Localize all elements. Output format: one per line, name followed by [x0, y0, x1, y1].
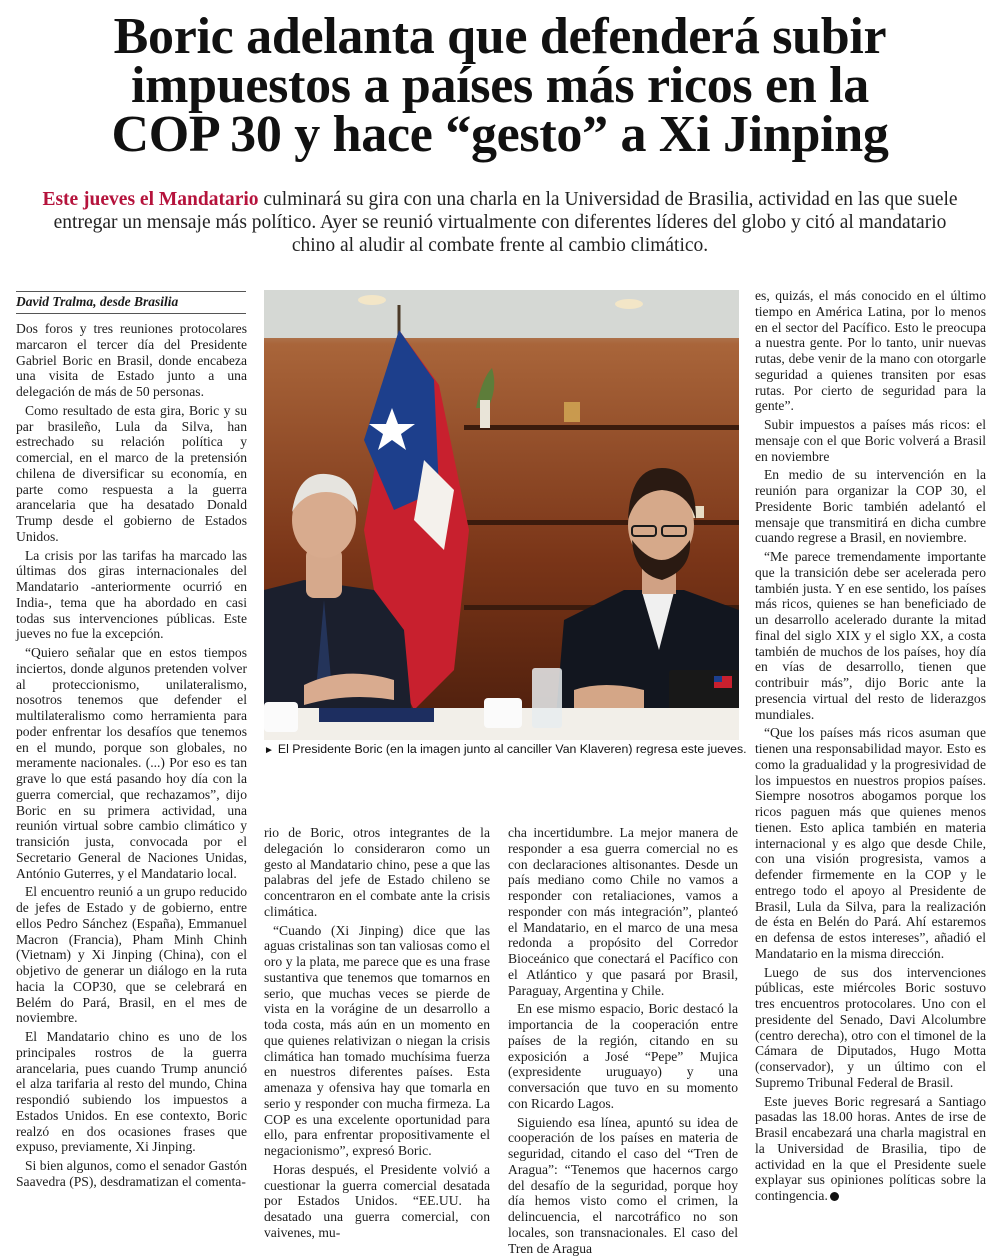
paragraph: En ese mismo espacio, Boric destacó la importancia de la cooperación entre países de la región, citando en su exposición a José “Pepe” Mujica (expresidente uruguayo) y una conversación que tuvo en su momento con Ricardo Lagos. — [508, 1001, 738, 1111]
paragraph: El encuentro reunió a un grupo reducido de jefes de Estado y de gobierno, entre ellos Pedro Sánchez (España), Emmanuel Macron (Francia), Pham Minh Chinh (Vietnam) y Xi Jinping (China), con el objetivo de generar un diálogo en la ruta hacia la COP30, que se celebrará en Belém do Pará, Brasil, en el mes de noviembre. — [16, 884, 247, 1026]
paragraph: Si bien algunos, como el senador Gastón Saavedra (PS), desdramatizan el comenta- — [16, 1158, 247, 1190]
lede — [40, 188, 960, 257]
article-column-4 — [755, 288, 986, 1161]
paragraph: Dos foros y tres reuniones protocolares marcaron el tercer día del Presidente Gabriel Boric en Brasil, donde encabeza una visita de Estado junto a una delegación de más de 50 personas. — [16, 321, 247, 400]
paragraph: Horas después, el Presidente volvió a cuestionar la guerra comercial desatada por Estados Unidos. “EE.UU. ha desatado una guerra comercial, con vaivenes, mu- — [264, 1162, 490, 1241]
paragraph-final-text: Este jueves Boric regresará a Santiago pasadas las 18.00 horas. Antes de irse de Brasil encabezará una charla magistral en la Universidad de Brasilia, tipo de actividad en la que el Presidente suele explayar sus opiniones políticas sobre la contingencia. — [755, 1094, 986, 1204]
end-mark-icon — [830, 1192, 839, 1201]
paragraph: La crisis por las tarifas ha marcado las últimas dos giras internacionales del Mandatario -anteriormente ocurrió en India-, tema que ha abordado en casi todas sus intervenciones públicas. Este jueves no fue la excepción. — [16, 548, 247, 643]
paragraph: Siguiendo esa línea, apuntó su idea de cooperación de los países en materia de seguridad, citando el caso del “Tren de Aragua”: “Tenemos que hacernos cargo del desafío de la seguridad, porque hoy día hemos visto como el crimen, la delincuencia, el narcotráfico no son locales, son transnacionales. El caso del Tren de Aragua — [508, 1115, 738, 1256]
caption-arrow-icon: ► — [264, 745, 274, 756]
headline-line-3: COP 30 y hace “gesto” a Xi Jinping — [30, 110, 970, 159]
headline-line-1: Boric adelanta que defenderá subir — [30, 12, 970, 61]
paragraph: Luego de sus dos intervenciones públicas, este miércoles Boric sostuvo tres encuentros protocolares. Uno con el presidente del Senado, Davi Alcolumbre (centro derecha), otro con el timonel de la Cámara de Diputados, Hugo Motta (conservador), y un último con el Supremo Tribunal Federal de Brasil. — [755, 965, 986, 1091]
article-column-1 — [16, 321, 247, 1161]
paragraph-final — [755, 1094, 986, 1204]
paragraph: Como resultado de esta gira, Boric y su par brasileño, Lula da Silva, han estrechado su relación política y comercial, en el marco de la pretensión chilena de diversificar su economía, en parte como respuesta a la guerra arancelaria que ha desatado Donald Trump desde el gobierno de Estados Unidos. — [16, 403, 247, 545]
paragraph: El Mandatario chino es uno de los principales rostros de la guerra arancelaria, pues cuando Trump anunció el alza tarifaria al resto del mundo, China respondió subiendo los impuestos a Estados Unidos. En ese contexto, Boric realzó en dos ocasiones frases que expuso, previamente, Xi Jinping. — [16, 1029, 247, 1155]
photo-boric-van-klaveren-icon — [264, 290, 739, 740]
article-column-3 — [508, 825, 738, 1161]
caption-text: El Presidente Boric (en la imagen junto al canciller Van Klaveren) regresa este jueves. — [278, 742, 747, 756]
paragraph: cha incertidumbre. La mejor manera de responder a esa guerra comercial no es con declaraciones altisonantes. Desde un país mediano como Chile no vamos a responder con retaliaciones, vamos a responder con más integración”, planteó el Mandatario, en el marco de una mesa redonda a propósito del Corredor Bioceánico que conectará el Pacífico con el Atlántico y que pasará por Brasil, Paraguay, Argentina y Chile. — [508, 825, 738, 998]
lede-kicker: Este jueves el Mandatario — [42, 189, 258, 210]
article-column-2 — [264, 825, 490, 1161]
paragraph: “Cuando (Xi Jinping) dice que las aguas cristalinas son tan valiosas como el oro y la plata, me parece que es una frase sustantiva que tenemos que tomarnos en serio, que muchas veces se pierde de vista en la vorágine de un desarrollo a toda costa, más aún en un momento en que quienes relativizan o niegan la crisis climática han tomado muchísima fuerza en nuestros diferentes países. Esta amenaza y ofensiva hay que tomarla en serio y responder con mucha firmeza. La COP es una excelente oportunidad para ello, para enfrentar propositivamente el negacionismo”, expresó Boric. — [264, 923, 490, 1159]
paragraph: es, quizás, el más conocido en el último tiempo en América Latina, por lo menos en el sector del Pacífico. Esto le preocupa a nuestra gente. Por lo tanto, unir nuevas rutas, debe venir de la mano con otorgarle seguridad a quienes transiten por esas rutas. Por cierto de seguridad para la gente”. — [755, 288, 986, 414]
photo-caption — [264, 742, 744, 758]
lede-text: culminará su gira con una charla en la Universidad de Brasilia, actividad en las que suele entregar un mensaje más político. Ayer se reunió virtualmente con diferentes líderes del globo y citó al mandatario chino al aludir al combate frente al cambio climático. — [54, 189, 958, 256]
paragraph: “Quiero señalar que en estos tiempos inciertos, donde algunos pretenden volver al proteccionismo, unilateralismo, nosotros tenemos que defender el multilateralismo como herramienta para poder enfrentar los desafíos que tenemos en el mundo, porque son globales, no meramente nacionales. (...) Por eso es tan grave lo que está pasando hoy día con la guerra comercial, que rechazamos”, dijo Boric en su primera actividad, una reunión virtual sobre cambio climático y transición justa, convocada por el Secretario General de Naciones Unidas, António Guterres, y el Mandatario local. — [16, 645, 247, 881]
paragraph: Subir impuestos a países más ricos: el mensaje con el que Boric volverá a Brasil en noviembre — [755, 417, 986, 464]
paragraph: rio de Boric, otros integrantes de la delegación lo consideraron como un gesto al Mandatario chino, pese a que las palabras del jefe de Estado chileno se concentraron en el combate ante la crisis climática. — [264, 825, 490, 920]
paragraph: “Que los países más ricos asuman que tienen una responsabilidad mayor. Esto es como la gradualidad y la progresividad de los impuestos en nuestros propios países. Siempre nosotros abogamos porque los ricos paguen más que quienes menos tienen. Esto aplica también en materia internacional y es algo que desde Chile, con una visión progresista, vamos a defender firmemente en la COP y le entrego todo el apoyo al Presidente de Brasil, Lula da Silva, para la realización de ésta en Belén do Pará. Ahí estaremos en defensa de estos intereses”, añadió el Mandatario en la misma dirección. — [755, 725, 986, 961]
paragraph: En medio de su intervención en la reunión para organizar la COP 30, el Presidente Boric también adelantó el mensaje que transmitirá en dicha cumbre cuando regrese a Brasil, en noviembre. — [755, 467, 986, 546]
headline-line-2: impuestos a países más ricos en la — [30, 61, 970, 110]
headline — [30, 12, 970, 159]
article-photo — [264, 290, 739, 740]
paragraph: “Me parece tremendamente importante que la transición debe ser acelerada pero también justa. Y en ese sentido, los países más ricos, quienes se han beneficiado de un desarrollo acelerado durante la mitad final del siglo XIX y el siglo XX, a costa también de muchos de los países, hoy día en vías de desarrollo, tienen que contribuir más”, dijo Boric ante la presencia virtual del resto de liderazgos mundiales. — [755, 549, 986, 722]
byline: David Tralma, desde Brasilia — [16, 291, 246, 314]
